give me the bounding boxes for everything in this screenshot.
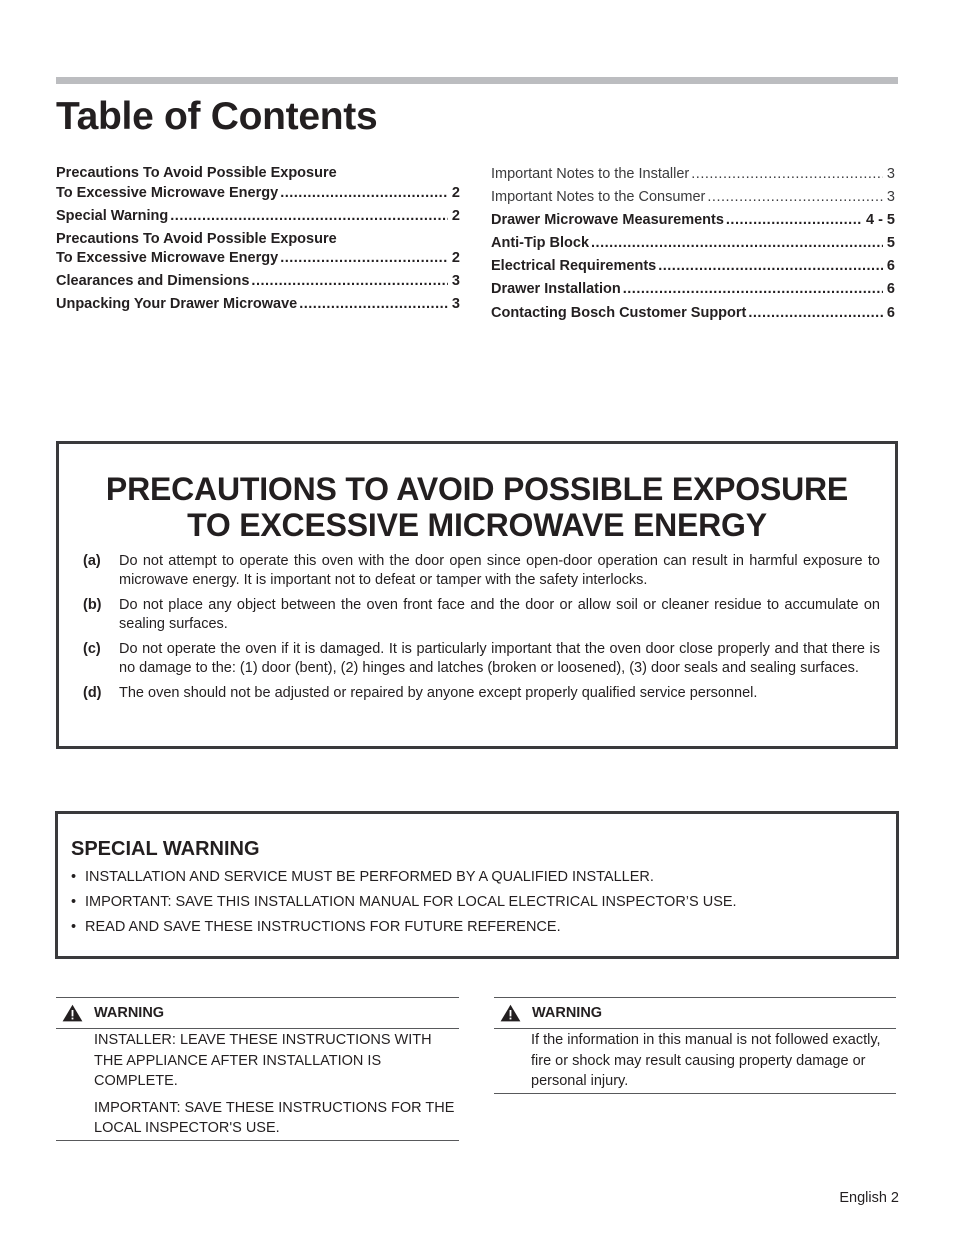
toc-entry-label: Drawer Microwave Measurements — [491, 212, 724, 229]
toc-entry[interactable] — [56, 295, 460, 315]
toc-entry-label: To Excessive Microwave Energy — [56, 184, 279, 201]
toc-entry[interactable] — [56, 230, 460, 269]
warning-panel-safety — [494, 997, 896, 1094]
precaution-text: Do not place any object between the oven front face and the door or allow soil or cleaner residue to accumulate on sealing surfaces. — [119, 597, 880, 632]
special-warning-box — [55, 811, 899, 959]
toc-leader-dots — [707, 188, 883, 208]
precautions-title-line2: TO EXCESSIVE MICROWAVE ENERGY — [187, 507, 767, 543]
toc-leader-dots — [170, 207, 448, 227]
toc-leader-dots — [591, 234, 883, 254]
precaution-letter: (b) — [83, 597, 102, 613]
toc-left-column — [56, 164, 460, 318]
toc-leader-dots — [623, 280, 883, 300]
toc-entry[interactable] — [491, 257, 895, 277]
precaution-item — [83, 552, 880, 590]
toc-leader-dots — [299, 295, 448, 315]
bullet-icon: • — [71, 894, 77, 910]
toc-entry-label: Important Notes to the Installer — [491, 166, 690, 182]
warning-header — [494, 998, 896, 1029]
toc-leader-dots — [691, 165, 883, 185]
special-warning-item — [71, 893, 871, 912]
precaution-text: The oven should not be adjusted or repaired by anyone except properly qualified service personnel. — [119, 685, 758, 701]
toc-entry[interactable] — [491, 234, 895, 254]
special-warning-list — [71, 868, 871, 943]
toc-entry-label-line1: Precautions To Avoid Possible Exposure — [56, 165, 337, 181]
precaution-text: Do not operate the oven if it is damaged. It is particularly important that the oven door close properly and that there is no damage to the: (1) door (bent), (2) hinges and latches (broken or loosened), (3) door seals and sealing surfaces. — [119, 641, 880, 676]
precaution-letter: (a) — [83, 553, 101, 569]
page-footer-label: English 2 — [839, 1190, 899, 1206]
toc-entry-label: Drawer Installation — [491, 281, 621, 298]
warning-triangle-icon — [500, 1004, 521, 1022]
toc-entry[interactable] — [56, 207, 460, 227]
toc-entry[interactable] — [491, 165, 895, 185]
special-warning-text: INSTALLATION AND SERVICE MUST BE PERFORMED BY A QUALIFIED INSTALLER. — [85, 869, 654, 885]
toc-leader-dots — [280, 249, 448, 269]
special-warning-text: READ AND SAVE THESE INSTRUCTIONS FOR FUTURE REFERENCE. — [85, 919, 561, 935]
bullet-icon: • — [71, 869, 77, 885]
precaution-letter: (d) — [83, 685, 102, 701]
toc-page-number: 4 - 5 — [865, 212, 895, 229]
special-warning-text: IMPORTANT: SAVE THIS INSTALLATION MANUAL FOR LOCAL ELECTRICAL INSPECTOR’S USE. — [85, 894, 737, 910]
toc-entry-label: Electrical Requirements — [491, 258, 657, 275]
precaution-item — [83, 596, 880, 634]
warning-paragraph: If the information in this manual is not followed exactly, fire or shock may result causing property damage or personal injury. — [531, 1032, 881, 1089]
toc-entry-label-line1: Precautions To Avoid Possible Exposure — [56, 230, 337, 247]
warning-header — [56, 998, 459, 1029]
toc-page-number: 2 — [451, 250, 460, 266]
header-rule — [56, 77, 898, 84]
toc-entry[interactable] — [56, 272, 460, 292]
precaution-item — [83, 684, 880, 703]
toc-entry-label: Clearances and Dimensions — [56, 273, 250, 289]
precautions-box — [56, 441, 898, 749]
toc-leader-dots — [726, 211, 862, 231]
toc-page-number: 3 — [451, 296, 460, 312]
toc-page-number: 2 — [451, 184, 460, 201]
precaution-letter: (c) — [83, 641, 101, 657]
toc-entry-label: Contacting Bosch Customer Support — [491, 304, 747, 321]
toc-page-number: 2 — [451, 207, 460, 224]
toc-page-number: 6 — [886, 258, 895, 275]
toc-page-number: 6 — [886, 281, 895, 298]
toc-entry[interactable] — [491, 280, 895, 300]
warning-paragraph: INSTALLER: LEAVE THESE INSTRUCTIONS WITH THE APPLIANCE AFTER INSTALLATION IS COMPLETE. — [94, 1032, 432, 1089]
precautions-list — [83, 552, 880, 709]
toc-page-number: 3 — [886, 166, 895, 182]
toc-entry-label: Unpacking Your Drawer Microwave — [56, 296, 298, 312]
bullet-icon: • — [71, 919, 77, 935]
warning-body — [56, 1029, 459, 1139]
precaution-text: Do not attempt to operate this oven with the door open since open-door operation can result in harmful exposure to microwave energy. It is important not to defeat or tamper with the safety interlocks. — [119, 553, 880, 588]
warning-panel-installer — [56, 997, 459, 1141]
toc-entry-label: Special Warning — [56, 207, 169, 224]
toc-page-number: 5 — [886, 235, 895, 252]
special-warning-title: SPECIAL WARNING — [71, 838, 260, 860]
precaution-item — [83, 640, 880, 678]
toc-right-column — [491, 165, 895, 327]
toc-leader-dots — [748, 304, 883, 324]
toc-entry-label: To Excessive Microwave Energy — [56, 250, 279, 266]
toc-leader-dots — [658, 257, 883, 277]
special-warning-item — [71, 868, 871, 887]
warning-heading: WARNING — [532, 1005, 603, 1021]
warning-heading: WARNING — [94, 1005, 165, 1021]
toc-page-number: 3 — [451, 273, 460, 289]
warning-paragraph: IMPORTANT: SAVE THESE INSTRUCTIONS FOR THE LOCAL INSPECTOR'S USE. — [94, 1099, 455, 1136]
toc-leader-dots — [280, 184, 448, 204]
warning-body — [494, 1029, 896, 1092]
toc-page-number: 6 — [886, 304, 895, 321]
special-warning-item — [71, 918, 871, 937]
toc-entry[interactable] — [491, 188, 895, 208]
toc-entry[interactable] — [491, 304, 895, 324]
toc-entry-label: Anti-Tip Block — [491, 235, 590, 252]
toc-page-number: 3 — [886, 189, 895, 206]
page-title: Table of Contents — [56, 95, 378, 138]
warning-triangle-icon — [62, 1004, 83, 1022]
toc-entry[interactable] — [491, 211, 895, 231]
precautions-title-line1: PRECAUTIONS TO AVOID POSSIBLE EXPOSURE — [105, 471, 849, 507]
toc-leader-dots — [251, 272, 448, 292]
toc-entry[interactable] — [56, 164, 460, 203]
precautions-title — [59, 471, 895, 543]
toc-entry-label: Important Notes to the Consumer — [491, 189, 706, 206]
